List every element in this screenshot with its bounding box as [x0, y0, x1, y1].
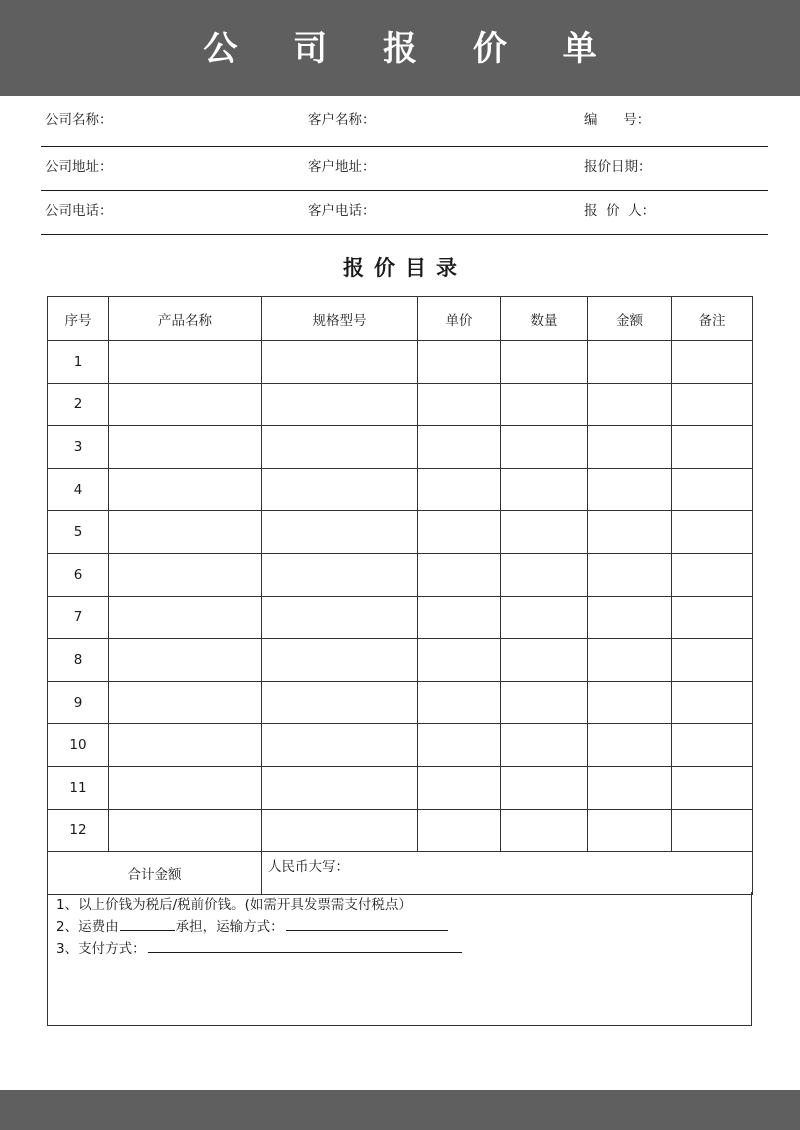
spec-model-cell[interactable] — [262, 468, 418, 511]
unit-price-cell[interactable] — [418, 511, 501, 554]
note-2-text-b: 承担，运输方式： — [175, 919, 284, 935]
amount-cell[interactable] — [588, 766, 672, 809]
spec-model-cell[interactable] — [262, 809, 418, 852]
amount-cell[interactable] — [588, 468, 672, 511]
row-number: 11 — [48, 766, 109, 809]
spec-model-cell[interactable] — [262, 553, 418, 596]
row-number: 7 — [48, 596, 109, 639]
product-name-cell[interactable] — [109, 426, 262, 469]
remark-cell[interactable] — [672, 426, 753, 469]
info-row-names — [41, 100, 768, 147]
spec-model-cell[interactable] — [262, 426, 418, 469]
rmb-uppercase-label: 人民币大写： — [262, 852, 753, 895]
document-title: 公 司 报 价 单 — [203, 28, 619, 69]
amount-cell[interactable] — [588, 639, 672, 682]
unit-price-cell[interactable] — [418, 468, 501, 511]
unit-price-cell[interactable] — [418, 766, 501, 809]
quantity-cell[interactable] — [501, 511, 588, 554]
note-line-3 — [56, 938, 751, 960]
payment-method-blank[interactable] — [148, 939, 462, 953]
amount-cell[interactable] — [588, 724, 672, 767]
table-row — [48, 553, 753, 596]
row-number: 6 — [48, 553, 109, 596]
transport-method-blank[interactable] — [286, 917, 448, 931]
amount-cell[interactable] — [588, 426, 672, 469]
table-row — [48, 383, 753, 426]
note-line-1 — [56, 894, 751, 916]
amount-cell[interactable] — [588, 596, 672, 639]
remark-cell[interactable] — [672, 468, 753, 511]
table-row — [48, 596, 753, 639]
spec-model-cell[interactable] — [262, 383, 418, 426]
note-line-2 — [56, 916, 751, 938]
row-number: 3 — [48, 426, 109, 469]
header-quantity: 数量 — [501, 297, 588, 341]
quantity-cell[interactable] — [501, 639, 588, 682]
remark-cell[interactable] — [672, 724, 753, 767]
section-title: 报价目录 — [343, 256, 467, 280]
unit-price-cell[interactable] — [418, 639, 501, 682]
remark-cell[interactable] — [672, 553, 753, 596]
product-name-cell[interactable] — [109, 553, 262, 596]
product-name-cell[interactable] — [109, 468, 262, 511]
remark-cell[interactable] — [672, 809, 753, 852]
quantity-cell[interactable] — [501, 724, 588, 767]
total-label: 合计金额 — [48, 852, 262, 895]
amount-cell[interactable] — [588, 383, 672, 426]
row-number: 10 — [48, 724, 109, 767]
unit-price-cell[interactable] — [418, 341, 501, 384]
amount-cell[interactable] — [588, 341, 672, 384]
product-name-cell[interactable] — [109, 809, 262, 852]
unit-price-cell[interactable] — [418, 724, 501, 767]
amount-cell[interactable] — [588, 809, 672, 852]
spec-model-cell[interactable] — [262, 511, 418, 554]
table-header-row — [48, 297, 753, 341]
table-row — [48, 468, 753, 511]
quantity-cell[interactable] — [501, 341, 588, 384]
unit-price-cell[interactable] — [418, 553, 501, 596]
remark-cell[interactable] — [672, 596, 753, 639]
product-name-cell[interactable] — [109, 724, 262, 767]
info-row-phones — [41, 191, 768, 235]
row-number: 2 — [48, 383, 109, 426]
amount-cell[interactable] — [588, 511, 672, 554]
company-name-label: 公司名称： — [45, 112, 113, 128]
header-remark: 备注 — [672, 297, 753, 341]
spec-model-cell[interactable] — [262, 766, 418, 809]
unit-price-cell[interactable] — [418, 383, 501, 426]
row-number: 12 — [48, 809, 109, 852]
note-1-text: 1、以上价钱为税后/税前价钱。(如需开具发票需支付税点） — [56, 897, 412, 913]
info-section — [41, 100, 768, 235]
note-3-text: 3、支付方式： — [56, 941, 146, 957]
quoter-label: 报 价 人： — [584, 203, 656, 219]
header-no: 序号 — [48, 297, 109, 341]
client-name-label: 客户名称： — [308, 112, 376, 128]
remark-cell[interactable] — [672, 639, 753, 682]
quantity-cell[interactable] — [501, 766, 588, 809]
amount-cell[interactable] — [588, 553, 672, 596]
total-row — [48, 852, 753, 895]
remark-cell[interactable] — [672, 341, 753, 384]
quote-table — [47, 296, 753, 895]
header-unit-price: 单价 — [418, 297, 501, 341]
header-product-name: 产品名称 — [109, 297, 262, 341]
client-address-label: 客户地址： — [308, 159, 376, 175]
remark-cell[interactable] — [672, 766, 753, 809]
company-phone-label: 公司电话： — [45, 203, 113, 219]
product-name-cell[interactable] — [109, 639, 262, 682]
product-name-cell[interactable] — [109, 596, 262, 639]
quantity-cell[interactable] — [501, 468, 588, 511]
remark-cell[interactable] — [672, 383, 753, 426]
header-spec-model: 规格型号 — [262, 297, 418, 341]
remark-cell[interactable] — [672, 511, 753, 554]
unit-price-cell[interactable] — [418, 681, 501, 724]
client-phone-label: 客户电话： — [308, 203, 376, 219]
spec-model-cell[interactable] — [262, 596, 418, 639]
unit-price-cell[interactable] — [418, 809, 501, 852]
table-row — [48, 341, 753, 384]
remark-cell[interactable] — [672, 681, 753, 724]
header-band — [0, 0, 800, 96]
table-row — [48, 724, 753, 767]
quantity-cell[interactable] — [501, 553, 588, 596]
quantity-cell[interactable] — [501, 809, 588, 852]
company-address-label: 公司地址： — [45, 159, 113, 175]
freight-payer-blank[interactable] — [120, 917, 175, 931]
product-name-cell[interactable] — [109, 383, 262, 426]
notes-box — [47, 892, 752, 1026]
unit-price-cell[interactable] — [418, 426, 501, 469]
product-name-cell[interactable] — [109, 766, 262, 809]
row-number: 8 — [48, 639, 109, 682]
table-row — [48, 809, 753, 852]
quantity-cell[interactable] — [501, 426, 588, 469]
table-row — [48, 426, 753, 469]
table-row — [48, 511, 753, 554]
header-amount: 金额 — [588, 297, 672, 341]
product-name-cell[interactable] — [109, 681, 262, 724]
product-name-cell[interactable] — [109, 511, 262, 554]
unit-price-cell[interactable] — [418, 596, 501, 639]
product-name-cell[interactable] — [109, 341, 262, 384]
table-row — [48, 639, 753, 682]
row-number: 5 — [48, 511, 109, 554]
row-number: 9 — [48, 681, 109, 724]
table-row — [48, 766, 753, 809]
row-number: 1 — [48, 341, 109, 384]
table-row — [48, 681, 753, 724]
number-label: 编 号： — [584, 112, 651, 128]
quote-date-label: 报价日期： — [584, 159, 652, 175]
footer-band — [0, 1090, 800, 1130]
note-2-text-a: 2、运费由 — [56, 919, 119, 935]
amount-cell[interactable] — [588, 681, 672, 724]
info-row-addresses — [41, 147, 768, 191]
quantity-cell[interactable] — [501, 681, 588, 724]
spec-model-cell[interactable] — [262, 724, 418, 767]
spec-model-cell[interactable] — [262, 341, 418, 384]
row-number: 4 — [48, 468, 109, 511]
spec-model-cell[interactable] — [262, 681, 418, 724]
spec-model-cell[interactable] — [262, 639, 418, 682]
quantity-cell[interactable] — [501, 383, 588, 426]
quantity-cell[interactable] — [501, 596, 588, 639]
